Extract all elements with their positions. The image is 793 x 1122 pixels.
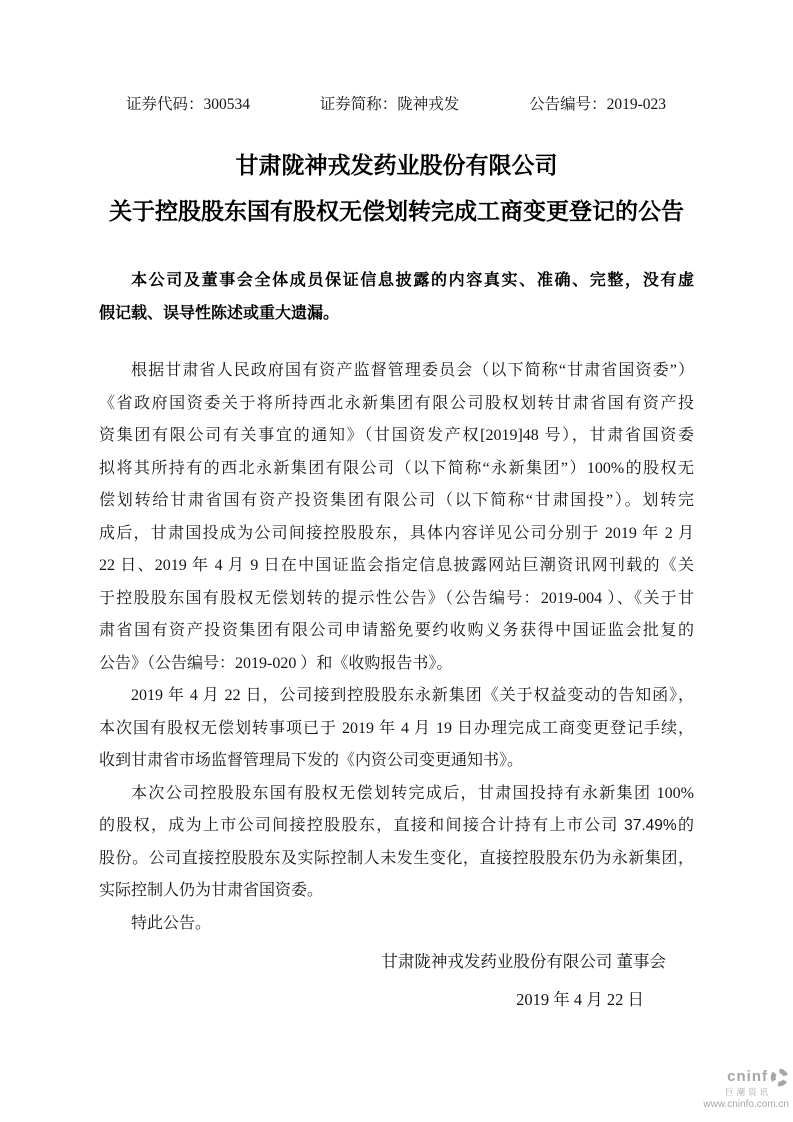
text-line: 收到甘肃省市场监督管理局下发的《内资公司变更通知书》。 (99, 752, 524, 769)
text-line: 特此公告。 (131, 914, 212, 932)
watermark (703, 1068, 789, 1110)
text-line: 的股权，成为上市公司间接控股股东，直接和间接合计持有上市公司 37.49%的 (99, 817, 694, 834)
text-line: 拟将其所持有的西北永新集团有限公司（以下简称“永新集团”）100%的股权无 (99, 459, 694, 477)
cninfo-brand: cninf (727, 1067, 768, 1085)
stock-code: 证券代码：300534 (126, 96, 251, 113)
signature-company: 甘肃陇神戎发药业股份有限公司 董事会 (381, 952, 666, 971)
text-line: 22 日、2019 年 4 月 9 日在中国证监会指定信息披露网站巨潮资讯网刊载的《关 (99, 557, 694, 574)
cninfo-brand-row (703, 1068, 789, 1087)
text-line: 本次国有股权无偿划转事项已于 2019 年 4 月 19 日办理完成工商变更登记手续， (99, 719, 694, 737)
text-line: 偿划转给甘肃省国有资产投资集团有限公司（以下简称“甘肃国投”）。划转完 (99, 492, 694, 509)
doc-header (0, 0, 793, 115)
text-line: 2019 年 4 月 22 日，公司接到控股股东永新集团《关于权益变动的告知函》， (131, 687, 694, 704)
declaration (99, 265, 694, 330)
text-line: 根据甘肃省人民政府国有资产监督管理委员会（以下简称“甘肃省国资委”） (131, 362, 694, 379)
announcement-number: 公告编号：2019-023 (529, 96, 666, 113)
text-line: 本公司及董事会全体成员保证信息披露的内容真实、准确、完整，没有虚 (131, 272, 694, 289)
cninfo-url: www.cninfo.com.cn (703, 1099, 789, 1110)
text-line: 肃省国有资产投资集团有限公司申请豁免要约收购义务获得中国证监会批复的 (99, 622, 694, 639)
cninfo-logo-icon (770, 1068, 789, 1087)
text-line: 假记载、误导性陈述或重大遗漏。 (99, 304, 340, 322)
text-line: 成后，甘肃国投成为公司间接控股股东，具体内容详见公司分别于 2019 年 2 月 (99, 524, 694, 542)
title-subject: 关于控股股东国有股权无偿划转完成工商变更登记的公告 (109, 199, 684, 224)
title-block (0, 151, 793, 227)
stock-name: 证券简称：陇神戎发 (319, 96, 460, 113)
title-company: 甘肃陇神戎发药业股份有限公司 (235, 153, 558, 178)
cninfo-brand-cn: 巨潮资讯 (724, 1086, 771, 1097)
body (99, 355, 694, 940)
text-line: 公告》（公告编号：2019-020 ）和《收购报告书》。 (99, 654, 453, 672)
text-line: 实际控制人仍为甘肃省国资委。 (99, 882, 324, 899)
text-line: 《省政府国资委关于将所持西北永新集团有限公司股权划转甘肃省国有资产投 (99, 394, 694, 412)
text-line: 股份。公司直接控股股东及实际控制人未发生变化，直接控股股东仍为永新集团， (99, 849, 694, 867)
text-line: 本次公司控股股东国有股权无偿划转完成后，甘肃国投持有永新集团 100% (131, 784, 694, 802)
signature-date: 2019 年 4 月 22 日 (516, 990, 644, 1009)
text-line: 于控股股东国有股权无偿划转的提示性公告》（公告编号：2019-004 ）、《关于甘 (99, 589, 694, 607)
text-line: 资集团有限公司有关事宜的通知》（甘国资发产权[2019]48 号），甘肃省国资委 (99, 427, 694, 444)
